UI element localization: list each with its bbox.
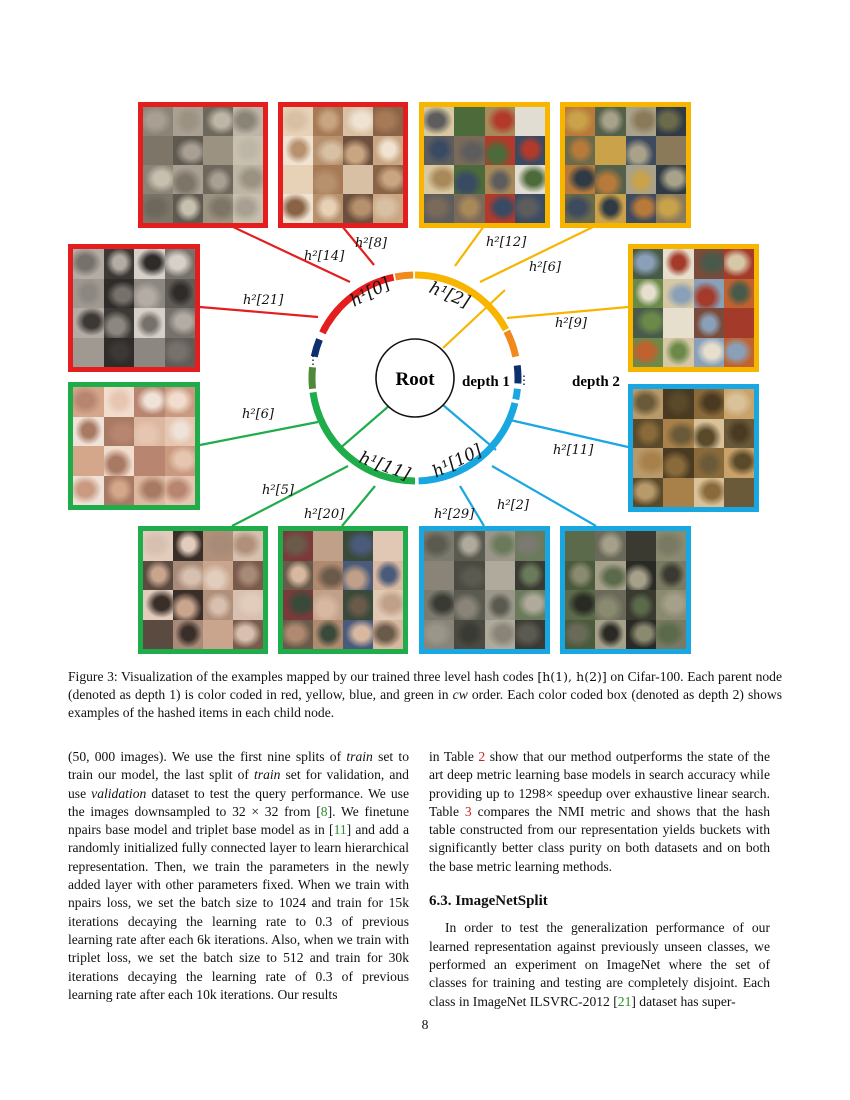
thumbnail	[694, 419, 725, 449]
thumbnail	[104, 387, 135, 417]
thumbnail	[283, 107, 314, 137]
thumbnail	[313, 165, 344, 195]
thumbnail	[343, 107, 374, 137]
thumbnail	[626, 620, 657, 650]
thumbnail	[104, 417, 135, 447]
thumbnail	[373, 531, 404, 561]
thumbnail	[485, 136, 516, 166]
thumbnail	[595, 620, 626, 650]
thumbnail	[485, 194, 516, 224]
thumbnail	[724, 448, 755, 478]
thumbnail	[134, 387, 165, 417]
thumbnail	[515, 165, 546, 195]
thumbnail	[343, 136, 374, 166]
thumbnail	[515, 136, 546, 166]
thumbnail	[134, 417, 165, 447]
thumbnail	[203, 590, 234, 620]
label-h2-29: h²[29]	[434, 507, 475, 522]
thumbnail	[565, 136, 596, 166]
thumbnail	[656, 165, 687, 195]
thumbnail	[233, 107, 264, 137]
thumbnail	[343, 194, 374, 224]
thumbnail	[233, 561, 264, 591]
label-h2-8: h²[8]	[355, 236, 387, 251]
thumbnail	[633, 448, 664, 478]
thumbnail	[595, 194, 626, 224]
thumbnail	[656, 620, 687, 650]
image-box-yellow-right	[628, 244, 759, 372]
thumbnail	[173, 194, 204, 224]
thumbnail	[73, 476, 104, 506]
thumbnail	[633, 478, 664, 508]
thumbnail	[724, 389, 755, 419]
image-box-red-top-left	[138, 102, 268, 228]
edge-green-inner	[338, 405, 390, 450]
thumbnail	[104, 308, 135, 338]
thumbnail	[343, 620, 374, 650]
thumbnail	[283, 561, 314, 591]
thumbnail	[565, 620, 596, 650]
table-link-2[interactable]: 2	[478, 749, 486, 764]
thumbnail	[313, 590, 344, 620]
thumbnail	[203, 561, 234, 591]
figure-caption: Figure 3: Visualization of the examples mapped by our trained three level hash codes [h(1), h(2)] on Cifar-100. Each parent node (denoted as depth 1) is color coded in red, yellow, blue, and green in cw order. Each color coded box (denoted as depth 2) shows examples of the hashed items in each child node.	[68, 669, 782, 720]
thumbnail	[373, 165, 404, 195]
thumbnail	[373, 194, 404, 224]
thumbnail	[424, 107, 455, 137]
thumbnail	[454, 136, 485, 166]
thumbnail	[73, 338, 104, 368]
image-box-green-bottom-left	[138, 526, 268, 654]
thumbnail	[656, 194, 687, 224]
thumbnail	[283, 590, 314, 620]
thumbnail	[694, 478, 725, 508]
thumbnail	[203, 194, 234, 224]
page-number: 8	[421, 1017, 429, 1032]
thumbnail	[173, 590, 204, 620]
image-box-green-bottom-mid	[278, 526, 408, 654]
ring-arc-orange-top	[395, 275, 413, 277]
ring-arc-blue-short	[516, 389, 518, 400]
thumbnail	[73, 249, 104, 279]
thumbnail	[595, 136, 626, 166]
thumbnail	[454, 107, 485, 137]
ring-arc-olive	[312, 367, 313, 389]
label-h2-6-green: h²[6]	[242, 407, 274, 422]
root-label: Root	[395, 369, 435, 390]
caption-math: [h(1), h(2)]	[537, 669, 607, 684]
thumbnail	[565, 531, 596, 561]
thumbnail	[343, 561, 374, 591]
thumbnail	[694, 338, 725, 368]
thumbnail	[454, 620, 485, 650]
thumbnail	[343, 590, 374, 620]
thumbnail	[485, 107, 516, 137]
thumbnail	[694, 249, 725, 279]
thumbnail	[633, 249, 664, 279]
thumbnail	[565, 107, 596, 137]
label-h2-6-yellow: h²[6]	[529, 260, 561, 275]
thumbnail	[165, 476, 196, 506]
label-h2-20: h²[20]	[304, 507, 345, 522]
thumbnail	[694, 308, 725, 338]
thumbnail	[595, 590, 626, 620]
thumbnail	[663, 389, 694, 419]
citation-link-21[interactable]: 21	[617, 993, 632, 1009]
right-column	[429, 748, 770, 1011]
thumbnail	[454, 531, 485, 561]
thumbnail	[165, 338, 196, 368]
thumbnail	[633, 279, 664, 309]
thumbnail	[626, 561, 657, 591]
thumbnail	[104, 249, 135, 279]
citation-link-11[interactable]: 11	[333, 822, 347, 838]
thumbnail	[203, 165, 234, 195]
thumbnail	[143, 590, 174, 620]
thumbnail	[724, 419, 755, 449]
thumbnail	[373, 590, 404, 620]
thumbnail	[143, 107, 174, 137]
thumbnail	[73, 417, 104, 447]
label-h2-9: h²[9]	[555, 316, 587, 331]
label-h2-2: h²[2]	[497, 498, 529, 513]
thumbnail	[313, 194, 344, 224]
label-h2-5: h²[5]	[262, 483, 294, 498]
thumbnail	[173, 561, 204, 591]
thumbnail	[283, 531, 314, 561]
thumbnail	[724, 338, 755, 368]
thumbnail	[373, 107, 404, 137]
thumbnail	[626, 165, 657, 195]
thumbnail	[485, 620, 516, 650]
thumbnail	[233, 194, 264, 224]
thumbnail	[283, 194, 314, 224]
thumbnail	[203, 107, 234, 137]
thumbnail	[633, 419, 664, 449]
paragraph-imagenetsplit: In order to test the generalization performance of our learned representation against previously unseen classes, we performed an experiment on ImageNet where the set of classes for training and testing are completely disjoint. Each class in ImageNet ILSVRC-2012 [21] dataset has super-	[429, 920, 770, 1009]
thumbnail	[724, 478, 755, 508]
ring-arc-red-2	[328, 309, 339, 323]
thumbnail	[173, 136, 204, 166]
thumbnail	[694, 389, 725, 419]
thumbnail	[373, 561, 404, 591]
thumbnail	[515, 590, 546, 620]
thumbnail	[143, 531, 174, 561]
thumbnail	[633, 389, 664, 419]
thumbnail	[165, 308, 196, 338]
image-box-yellow-top-right	[560, 102, 691, 228]
thumbnail	[656, 590, 687, 620]
thumbnail	[104, 338, 135, 368]
thumbnail	[134, 279, 165, 309]
thumbnail	[694, 448, 725, 478]
label-h1-0: h¹[0]	[346, 274, 394, 312]
thumbnail	[454, 590, 485, 620]
thumbnail	[724, 279, 755, 309]
ring-arc-red-small	[322, 327, 325, 333]
thumbnail	[283, 620, 314, 650]
ellipsis-left: ⋮	[307, 353, 319, 367]
thumbnail	[203, 531, 234, 561]
thumbnail	[663, 249, 694, 279]
edge-blue-2	[492, 466, 596, 526]
thumbnail	[173, 620, 204, 650]
thumbnail	[173, 531, 204, 561]
thumbnail	[515, 531, 546, 561]
thumbnail	[626, 107, 657, 137]
thumbnail	[134, 476, 165, 506]
ring-arc-orange-right	[507, 331, 516, 356]
thumbnail	[565, 165, 596, 195]
thumbnail	[173, 107, 204, 137]
thumbnail	[165, 417, 196, 447]
label-h1-11: h¹[11]	[356, 447, 413, 485]
thumbnail	[663, 279, 694, 309]
thumbnail	[454, 561, 485, 591]
thumbnail	[424, 590, 455, 620]
thumbnail	[143, 620, 174, 650]
thumbnail	[626, 136, 657, 166]
image-box-blue-bottom-right	[560, 526, 691, 654]
thumbnail	[424, 165, 455, 195]
thumbnail	[626, 194, 657, 224]
thumbnail	[134, 249, 165, 279]
image-box-yellow-top-left	[419, 102, 550, 228]
thumbnail	[313, 136, 344, 166]
thumbnail	[104, 446, 135, 476]
thumbnail	[173, 165, 204, 195]
thumbnail	[663, 448, 694, 478]
image-box-blue-bottom-left	[419, 526, 550, 654]
label-h1-2: h¹[2]	[426, 278, 473, 313]
thumbnail	[565, 590, 596, 620]
edge-yellow-12	[455, 226, 484, 266]
image-box-blue-right	[628, 384, 759, 512]
thumbnail	[373, 136, 404, 166]
thumbnail	[165, 249, 196, 279]
thumbnail	[233, 531, 264, 561]
thumbnail	[233, 165, 264, 195]
depth1-label: depth 1	[462, 374, 510, 390]
image-box-red-left	[68, 244, 200, 372]
ellipsis-right: ⋮	[518, 373, 530, 387]
thumbnail	[656, 136, 687, 166]
thumbnail	[424, 531, 455, 561]
thumbnail	[283, 136, 314, 166]
thumbnail	[313, 531, 344, 561]
thumbnail	[424, 136, 455, 166]
thumbnail	[515, 194, 546, 224]
label-h2-11: h²[11]	[553, 443, 594, 458]
thumbnail	[134, 446, 165, 476]
edge-green-6	[200, 422, 318, 445]
thumbnail	[343, 165, 374, 195]
thumbnail	[143, 194, 174, 224]
thumbnail	[233, 620, 264, 650]
thumbnail	[656, 561, 687, 591]
edge-green-20	[342, 486, 375, 526]
thumbnail	[663, 478, 694, 508]
thumbnail	[424, 561, 455, 591]
thumbnail	[565, 194, 596, 224]
thumbnail	[313, 107, 344, 137]
thumbnail	[203, 620, 234, 650]
thumbnail	[626, 531, 657, 561]
thumbnail	[724, 308, 755, 338]
thumbnail	[373, 620, 404, 650]
thumbnail	[424, 620, 455, 650]
paragraph-results: in Table 2 show that our method outperforms the state of the art deep metric learning base models in search accuracy while providing up to 1298× speedup over exhaustive linear search. Table 3 compares the NMI metric and shows that the hash table constructed from our representation yields buckets with significantly better class purity on both datasets and on both the base metric learning methods.	[429, 749, 770, 874]
depth2-label: depth 2	[572, 374, 620, 390]
thumbnail	[313, 561, 344, 591]
thumbnail	[515, 561, 546, 591]
thumbnail	[343, 531, 374, 561]
edge-red-21	[200, 307, 318, 317]
thumbnail	[134, 308, 165, 338]
thumbnail	[724, 249, 755, 279]
thumbnail	[515, 620, 546, 650]
label-h2-21: h²[21]	[243, 293, 284, 308]
thumbnail	[663, 338, 694, 368]
label-h2-12: h²[12]	[486, 235, 527, 250]
thumbnail	[595, 165, 626, 195]
thumbnail	[233, 590, 264, 620]
thumbnail	[485, 561, 516, 591]
thumbnail	[565, 561, 596, 591]
thumbnail	[485, 590, 516, 620]
thumbnail	[595, 561, 626, 591]
thumbnail	[454, 165, 485, 195]
thumbnail	[143, 165, 174, 195]
thumbnail	[454, 194, 485, 224]
thumbnail	[233, 136, 264, 166]
thumbnail	[104, 476, 135, 506]
thumbnail	[515, 107, 546, 137]
left-column	[68, 748, 409, 1004]
image-box-red-top-right	[278, 102, 408, 228]
thumbnail	[694, 279, 725, 309]
thumbnail	[165, 387, 196, 417]
thumbnail	[165, 446, 196, 476]
thumbnail	[165, 279, 196, 309]
table-link-3[interactable]: 3	[464, 803, 472, 819]
citation-link-8[interactable]: 8	[320, 803, 328, 819]
thumbnail	[424, 194, 455, 224]
image-box-green-left	[68, 382, 200, 510]
thumbnail	[283, 165, 314, 195]
thumbnail	[595, 531, 626, 561]
thumbnail	[73, 446, 104, 476]
thumbnail	[485, 165, 516, 195]
thumbnail	[203, 136, 234, 166]
thumbnail	[313, 620, 344, 650]
section-heading: 6.3. ImageNetSplit	[429, 893, 548, 910]
thumbnail	[134, 338, 165, 368]
thumbnail	[104, 279, 135, 309]
thumbnail	[485, 531, 516, 561]
thumbnail	[656, 531, 687, 561]
thumbnail	[663, 308, 694, 338]
thumbnail	[143, 136, 174, 166]
thumbnail	[633, 338, 664, 368]
thumbnail	[73, 308, 104, 338]
thumbnail	[633, 308, 664, 338]
thumbnail	[663, 419, 694, 449]
thumbnail	[626, 590, 657, 620]
thumbnail	[73, 279, 104, 309]
thumbnail	[656, 107, 687, 137]
thumbnail	[73, 387, 104, 417]
thumbnail	[143, 561, 174, 591]
paragraph-cifar-training: (50, 000 images). We use the first nine splits of train set to train our model, the last split of train set for validation, and use validation dataset to test the query performance. We use the images downsampled to 32 × 32 from [8]. We finetune npairs base model and triplet base model as in [11] and add a randomly initialized fully connected layer to learn hierarchical representation. Then, we train the parameters in the newly added layer with other parameters fixed. When we train with npairs loss, we set the batch size to 1024 and train for 15k iterations decaying the learning rate to 0.3 of previous learning rate after each 6k iterations. Also, when we train with triplet loss, we set the batch size to 512 and train for 30k iterations decaying the learning rate of 0.3 of previous learning rate after each 10k iterations. Our results	[68, 749, 409, 1002]
thumbnail	[595, 107, 626, 137]
label-h1-10: h¹[10]	[429, 440, 486, 483]
label-h2-14: h²[14]	[304, 249, 345, 264]
